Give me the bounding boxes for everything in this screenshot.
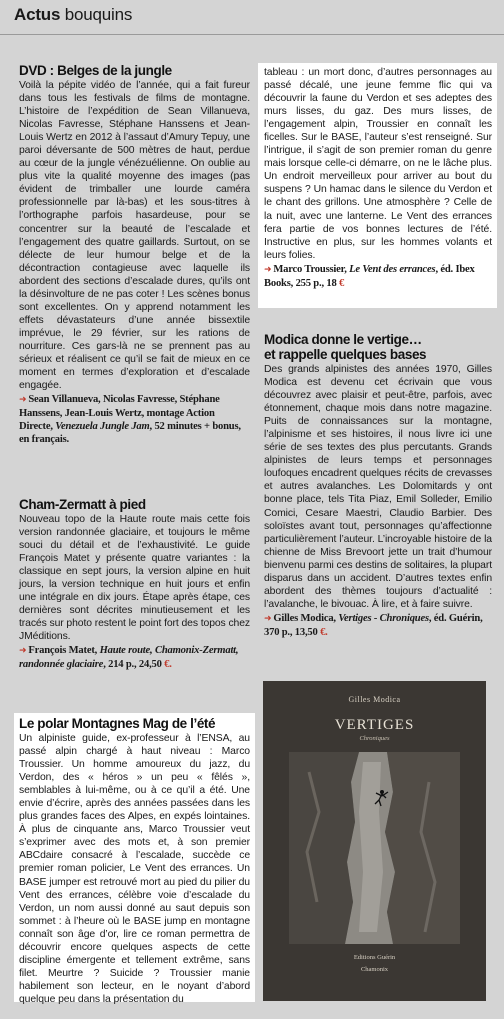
article-polar-continued — [264, 66, 492, 290]
article-reference: ➜ François Matet, Haute route, Chamonix-Zermatt, randonnée glaciaire, 214 p., 24,50 €. — [19, 645, 239, 671]
arrow-icon: ➜ — [264, 264, 272, 275]
cliff-photo — [289, 752, 460, 944]
rubric-light: bouquins — [64, 5, 133, 24]
article-polar — [19, 716, 250, 1006]
article-modica — [264, 332, 492, 639]
arrow-icon: ➜ — [19, 395, 27, 406]
article-title: Cham-Zermatt à pied — [19, 497, 146, 512]
book-publisher: Editions Guérin — [353, 954, 396, 961]
article-title: Modica donne le vertige… et rappelle quelques bases — [264, 332, 427, 362]
book-cover — [263, 681, 486, 1001]
article-reference: ➜ Sean Villanueva, Nicolas Favresse, Stéphane Hanssens, Jean-Louis Wertz, montage Action Directe, Venezuela Jungle Jam, 52 minutes + bonus, en français. — [19, 394, 241, 446]
article-title: Le polar Montagnes Mag de l’été — [19, 716, 216, 731]
article-body: Des grands alpinistes des années 1970, Gilles Modica est devenu cet écrivain que vous découvrez avec plaisir et peut-être, parfois, avec étonnement, chaque mois dans notre magazine. Puits de connaissances sur la montagne, l’alpinisme et ses histoires, il nous livre ici une série de ses textes des plus percutants. Grands alpinistes de leurs temps et personnages loufoques encadrent quelques récits de crevasses et autres avalanches. Les Dolomitards y ont bonne place, tels Tita Piaz, Emil Solleder, Emilio Comici, Cesare Maestri, Claudio Barbier. Des soloïstes avant tout, personnages qu’affectionne particulièrement l’auteur. L’incroyable histoire de la chienne de Miss Brevoort jette un trait d’humour bienvenu parmi ces destins de solitaires, la plupart disparus dans un accident. D’autres textes enfin abordent des thèmes toujours d’actualité : l’avalanche, le bivouac. À lire, et à faire suivre. — [264, 364, 492, 610]
book-city: Chamonix — [360, 966, 389, 973]
rubric-divider — [0, 34, 504, 35]
rubric-bold: Actus — [14, 5, 61, 24]
arrow-icon: ➜ — [19, 646, 27, 657]
book-author: Gilles Modica — [348, 695, 401, 704]
article-reference: ➜ Gilles Modica, Vertiges - Chroniques, éd. Guérin, 370 p., 13,50 €. — [264, 612, 483, 638]
article-body: Voilà la pépite vidéo de l’année, qui a fait fureur dans tous les festivals de films de montagne. L’histoire de l’expédition de Sean Villanueva, Nicolas Favresse, Stéphane Hanssens et Jean-Louis Wertz en 2012 à l’assaut d’Amury Tepuy, une paroi déversante de 500 mètres de haut, perdue au cœur de la jungle vénézuélienne. On oublie au plus vite la qualité moyenne des images (pas évident de trimballer une lourde caméra professionnelle par là-bas) et les sous-titres à l’orthographe parfois hasardeuse, pour se concentrer sur la beauté de l’escalade et l’engagement des quatre gaillards. Surtout, on se délecte de leur humour belge et de la décontraction contagieuse avec laquelle ils abordent des sections d’escalade dures, qu’ils ont la désinvolture de ne pas coter ! Les scènes bonus sont excellentes. On y apprend notamment les effets dévastateurs d’une année bissextile imprévue, le 29 février, sur les rations de nourriture. Ces gars-là ne se prennent pas au sérieux et réalisent ce qu’il se fait de mieux en ce moment en termes d’exploration et d’escalade engagée. — [19, 80, 250, 392]
article-cham-zermatt — [19, 497, 250, 671]
article-body: Nouveau topo de la Haute route mais cette fois version randonnée glaciaire, et toujours le même souci du détail et de l’exhaustivité. Le guide François Matet y présente quatre variantes : la classique en sept jours, la version alpine en huit jours, la version technique en huit jours et enfin une intégrale en dix jours. Étape après étape, ces dernières sont décrites minutieusement et les tracés sur photo restent le point fort des topos chez JMéditions. — [19, 514, 250, 643]
article-title: DVD : Belges de la jungle — [19, 63, 172, 78]
article-dvd — [19, 63, 250, 446]
article-body: Un alpiniste guide, ex-professeur à l’ENSA, au passé alpin chargé à haut niveau : Marco Troussier. Un homme amoureux du jazz, du Verdon, des « héros » un peu « fêlés », semblables à lui-même, ou à ce qu’il a été. Une envie d’écrire, après des années passées dans les plus grandes faces des Alpes, en expés lointaines. À plus de cinquante ans, Marco Troussier veut s’exprimer avec des mots et, à son premier ABCdaire consacré à l’escalade, succède ce premier roman policier, Le Vent des errances. Un BASE jumper est retrouvé mort au pied du pilier du Vent des errances, célèbre voie d’escalade du Verdon, un nom aussi donné au saut depuis son sommet : à l’heure où le BASE jump en montagne connaît son âge d’or, lire ce roman permettra de découvrir encore quelques aspects de cette discipline émergente et tellement extrême, sans filet. Meurtre ? Suicide ? Troussier manie habilement son lecteur, en le noyant d’abord quelque peu dans la présentation du — [19, 733, 250, 1005]
book-subtitle: Chroniques — [359, 735, 390, 742]
arrow-icon: ➜ — [264, 613, 272, 624]
section-rubric — [14, 5, 132, 25]
article-body: tableau : un mort donc, d’autres personnages au passé décalé, une jeune femme flic qui va découvrir la faune du Verdon et ses adeptes des murs lisses, du gaz. Des murs lisses, de l’engagement alpin, Troussier en connaît les ficelles. Sur le BASE, l’auteur s’est renseigné. Sur l’intrigue, il s’agit de son premier roman du genre mais lorsque celle-ci démarre, on ne le lâche plus. Un endroit merveilleux pour arriver au bout du suspens ? Un hamac dans le silence du Verdon et le chant des grillons. Une atmosphère ? Celle de la nuit, avec une lanterne. Le Vent des errances fera partie de vos bonnes lectures de l’été. Instructive en plus, sur les hommes volants et leurs folies. — [264, 67, 492, 261]
book-title: VERTIGES — [334, 717, 415, 733]
article-reference: ➜ Marco Troussier, Le Vent des errances, éd. Ibex Books, 255 p., 18 € — [264, 263, 475, 289]
